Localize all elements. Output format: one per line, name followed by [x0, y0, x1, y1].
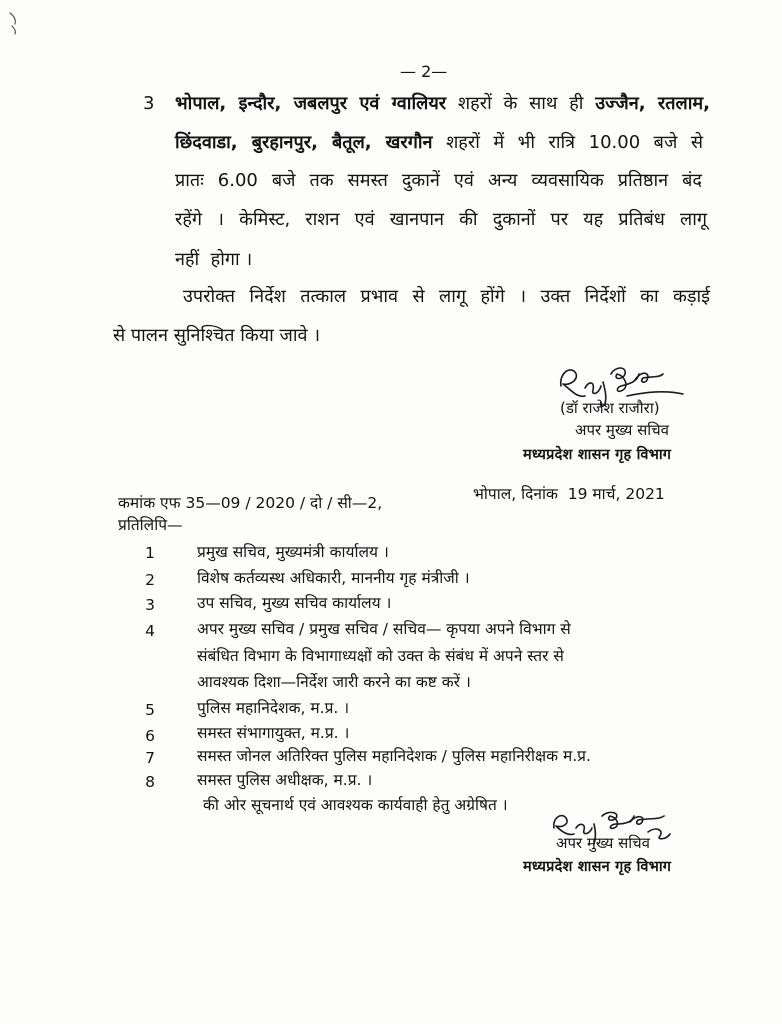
list-item-continuation: संबंधित विभाग के विभागाध्यक्षों को उक्त के संबंध में अपने स्तर से: [197, 647, 564, 665]
list-item: अपर मुख्य सचिव / प्रमुख सचिव / सचिव— कृपया अपने विभाग से: [197, 620, 571, 638]
list-item: समस्त संभागायुक्त, म.प्र. ।: [197, 724, 350, 742]
paragraph-line-5: नहीं होगा ।: [175, 249, 253, 270]
list-item: समस्त पुलिस अधीक्षक, म.प्र. ।: [197, 771, 373, 789]
list-item-number: 8: [145, 773, 155, 791]
signatory-name: (डॉ राजेश राजौरा): [560, 399, 660, 417]
paragraph-number: 3: [143, 93, 155, 114]
signatory-designation: अपर मुख्य सचिव: [575, 421, 669, 439]
paragraph-line-3: प्रातः 6.00 बजे तक समस्त दुकानें एवं अन्य व्यवसायिक प्रतिष्ठान बंद: [175, 170, 702, 191]
list-item: पुलिस महानिदेशक, म.प्र. ।: [197, 699, 350, 717]
list-item-number: 2: [145, 571, 155, 589]
paragraph-line-1: [175, 93, 710, 116]
endorsement-designation: अपर मुख्य सचिव: [556, 834, 650, 852]
page-number: — 2—: [400, 62, 448, 81]
list-item: समस्त जोनल अतिरिक्त पुलिस महानिदेशक / पुलिस महानिरीक्षक म.प्र.: [197, 747, 591, 765]
list-item-number: 6: [145, 727, 155, 745]
paragraph-line-2-cities: छिंदवाडा, बुरहानपुर, बैतूल, खरगौन: [175, 132, 433, 153]
list-item-number: 1: [145, 544, 155, 562]
list-item-continuation: आवश्यक दिशा—निर्देश जारी करने का कष्ट करें ।: [197, 673, 471, 691]
directive-line-2: से पालन सुनिश्चित किया जावे ।: [113, 325, 321, 346]
endorsement-department: मध्यप्रदेश शासन गृह विभाग: [523, 859, 672, 875]
paragraph-line-1-cities: भोपाल, इन्दौर, जबलपुर एवं ग्वालियर: [175, 93, 447, 114]
reference-number: कमांक एफ 35—09 / 2020 / दो / सी—2,: [118, 494, 383, 512]
place-date: भोपाल, दिनांक 19 मार्च, 2021: [473, 485, 665, 503]
list-item-number: 4: [145, 622, 155, 640]
paragraph-line-2-rest: शहरों में भी रात्रि 10.00 बजे से: [446, 132, 703, 153]
staple-mark: [6, 10, 24, 36]
forwarding-note: की ओर सूचनार्थ एवं आवश्यक कार्यवाही हेतु अग्रेषित ।: [203, 796, 508, 814]
list-item: प्रमुख सचिव, मुख्यमंत्री कार्यालय ।: [197, 543, 389, 561]
list-item: विशेष कर्तव्यस्थ अधिकारी, माननीय गृह मंत्रीजी ।: [197, 569, 470, 587]
signatory-department: मध्यप्रदेश शासन गृह विभाग: [523, 447, 672, 463]
copy-to-heading: प्रतिलिपि—: [118, 516, 183, 534]
paragraph-line-1-connector: शहरों के साथ ही: [457, 93, 584, 114]
list-item-number: 3: [145, 596, 155, 614]
paragraph-line-1-cities-extra: उज्जैन, रतलाम,: [595, 93, 710, 114]
list-item-number: 5: [145, 701, 155, 719]
paragraph-line-4: रहेंगे । केमिस्ट, राशन एवं खानपान की दुकानों पर यह प्रतिबंध लागू: [175, 209, 707, 230]
directive-line-1: उपरोक्त निर्देश तत्काल प्रभाव से लागू होंगे । उक्त निर्देशों का कड़ाई: [183, 286, 710, 307]
list-item: उप सचिव, मुख्य सचिव कार्यालय ।: [197, 594, 392, 612]
list-item-number: 7: [145, 749, 155, 767]
paragraph-line-2: [175, 132, 703, 155]
